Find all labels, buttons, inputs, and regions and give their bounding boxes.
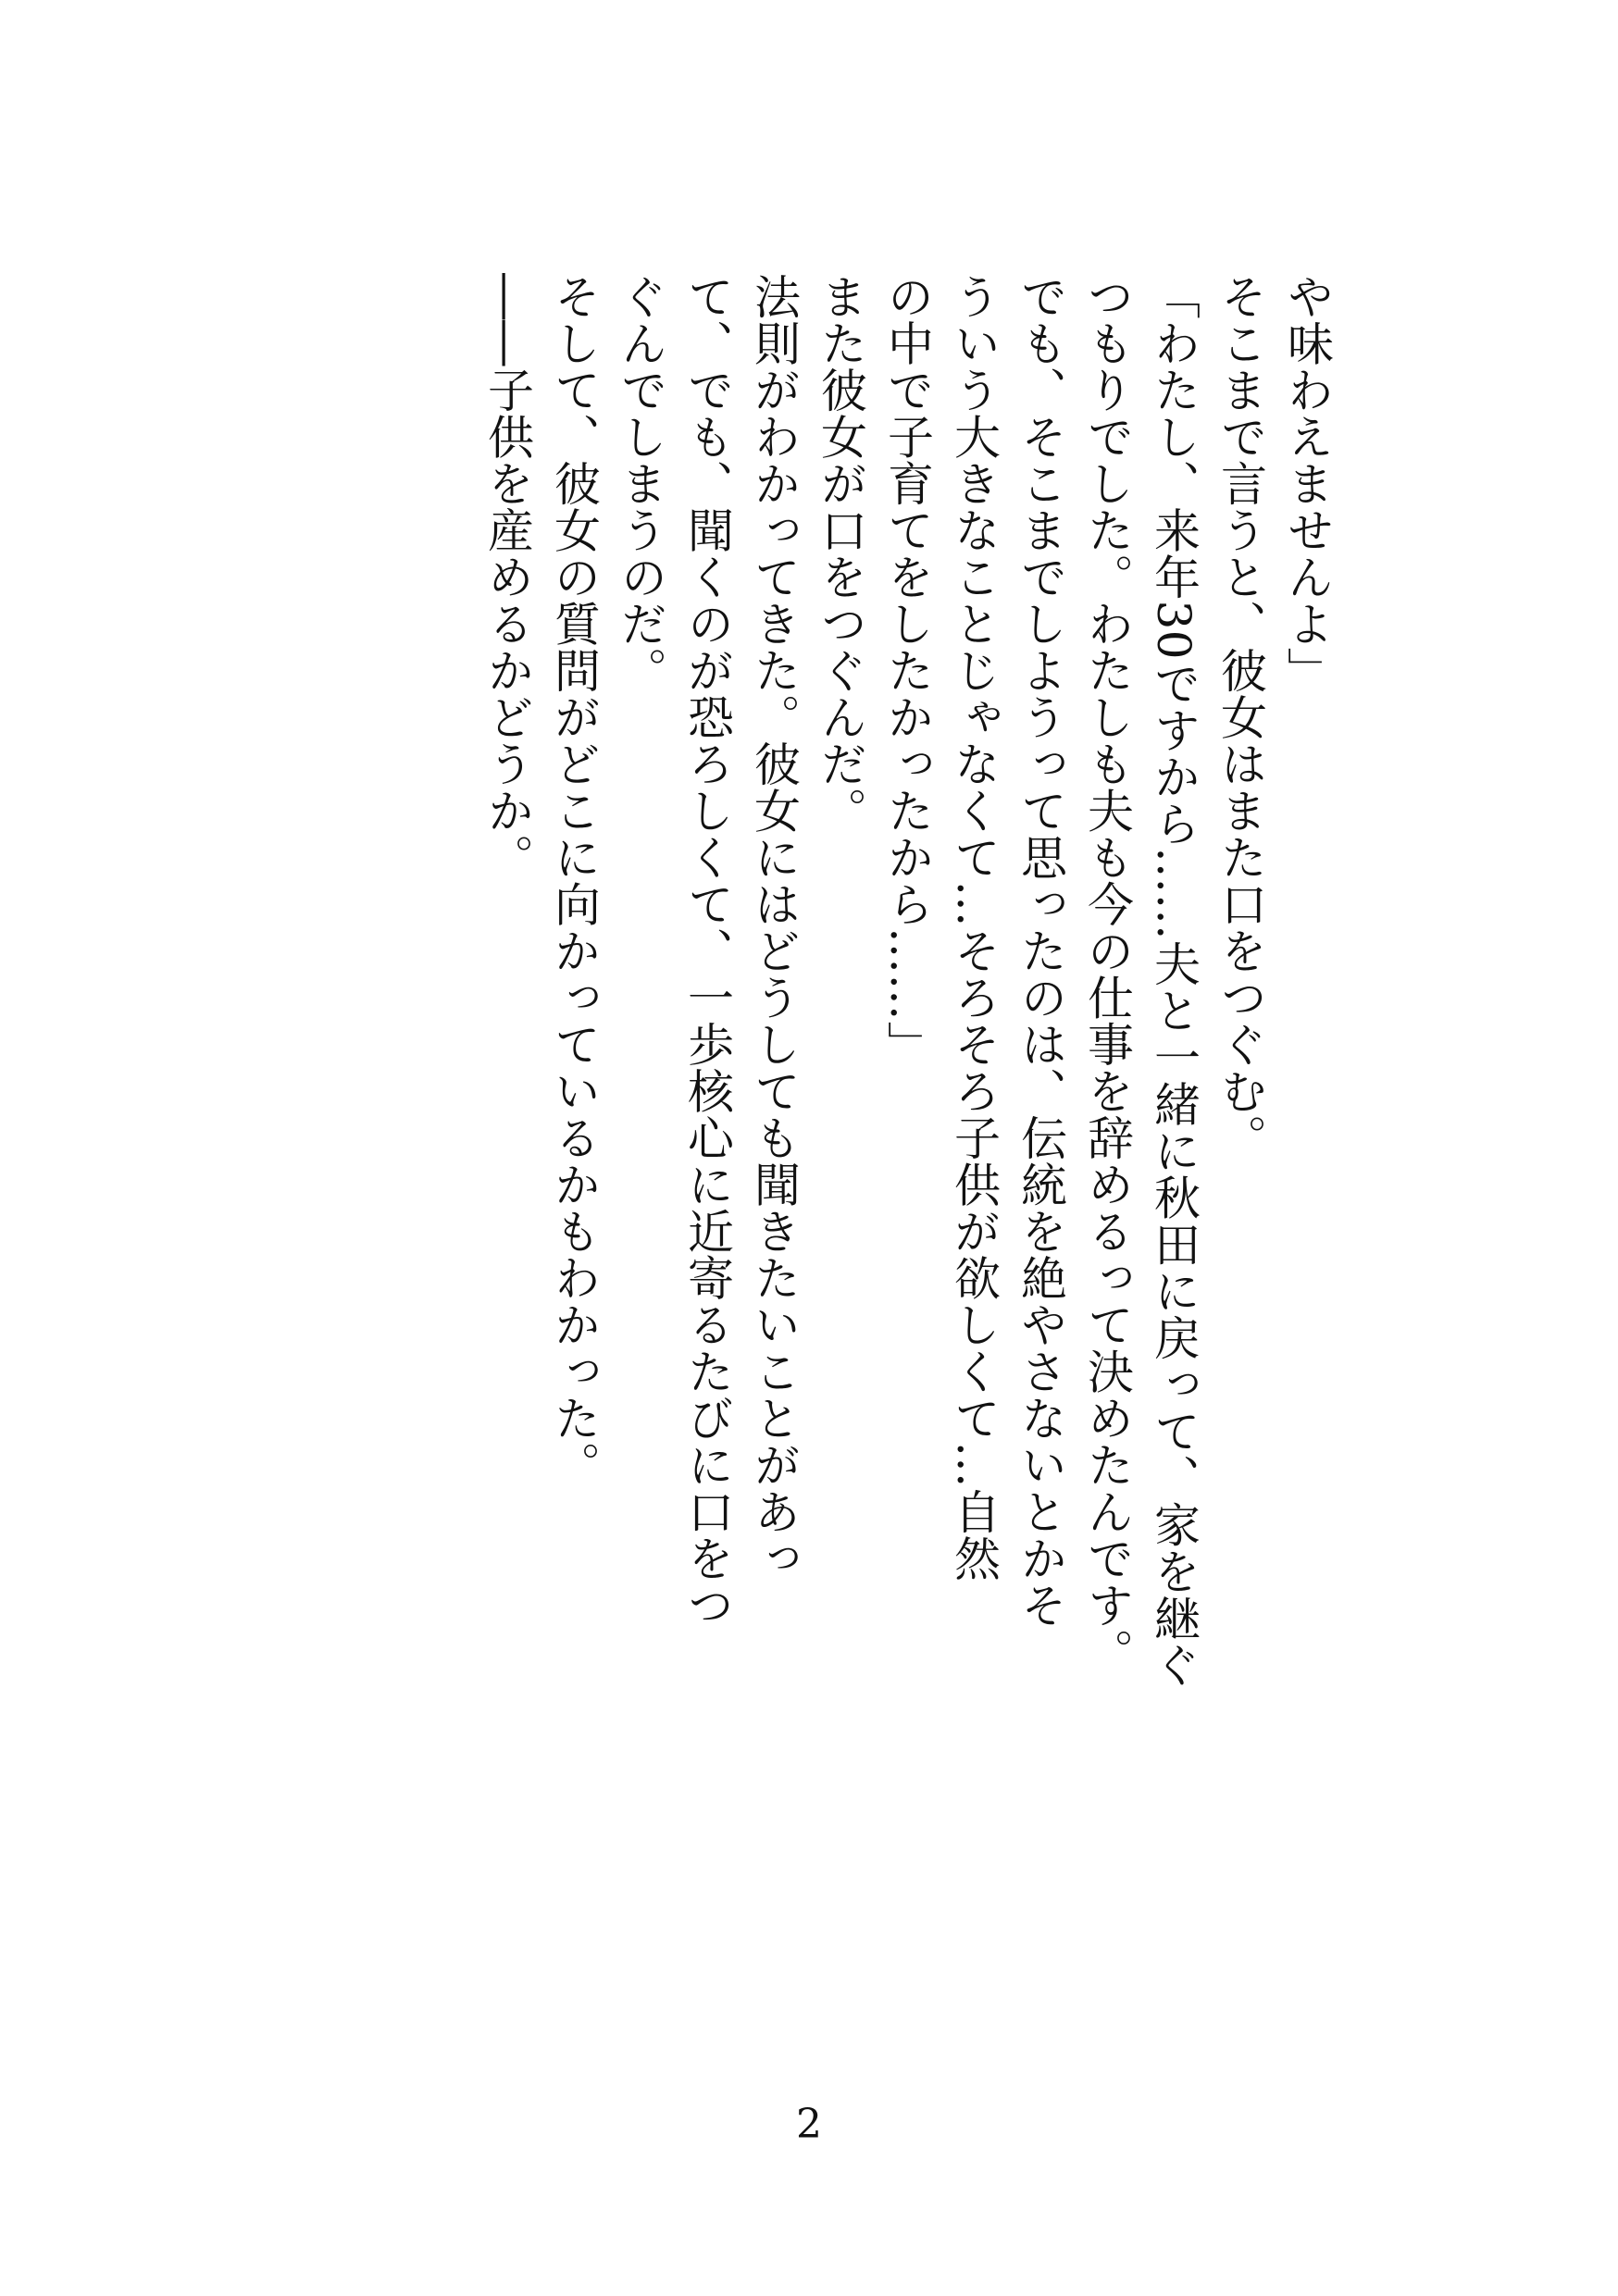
text-line: の中で子育てをしたかったから……」 bbox=[880, 273, 934, 1068]
text-line: また彼女が口をつぐんだ。 bbox=[814, 273, 867, 834]
text-line: つもりでした。わたしも夫も今の仕事を辞めるって決めたんです。 bbox=[1080, 273, 1134, 1675]
vertical-text-block bbox=[276, 273, 1340, 1994]
text-line: そこまで言うと、彼女はまた口をつぐむ。 bbox=[1214, 273, 1267, 1161]
text-line: ういう大きなことじゃなくて…そろそろ子供が欲しくて…自然 bbox=[947, 273, 1001, 1582]
text-line: そして、彼女の質問がどこに向かっているかもわかった。 bbox=[547, 273, 601, 1488]
text-line: 「わたし、来年30ですから……夫と一緒に秋田に戻って、家を継ぐ bbox=[1147, 273, 1201, 1689]
text-line: て、でも、聞くのが恐ろしくて、一歩核心に近寄るたびに口をつ bbox=[680, 273, 734, 1629]
text-line: 法則がわかってきた。彼女にはどうしても聞きたいことがあっ bbox=[747, 273, 801, 1582]
page-number: 2 bbox=[796, 2101, 822, 2148]
text-line: や味わえませんよ」 bbox=[1280, 273, 1334, 694]
text-line: でも、そこまでしようって思ったのは、伝統を絶やさないとかそ bbox=[1014, 273, 1067, 1629]
text-line: ――子供を産めるかどうか。 bbox=[480, 273, 534, 881]
text-line: ぐんでしまうのだ。 bbox=[614, 273, 667, 694]
